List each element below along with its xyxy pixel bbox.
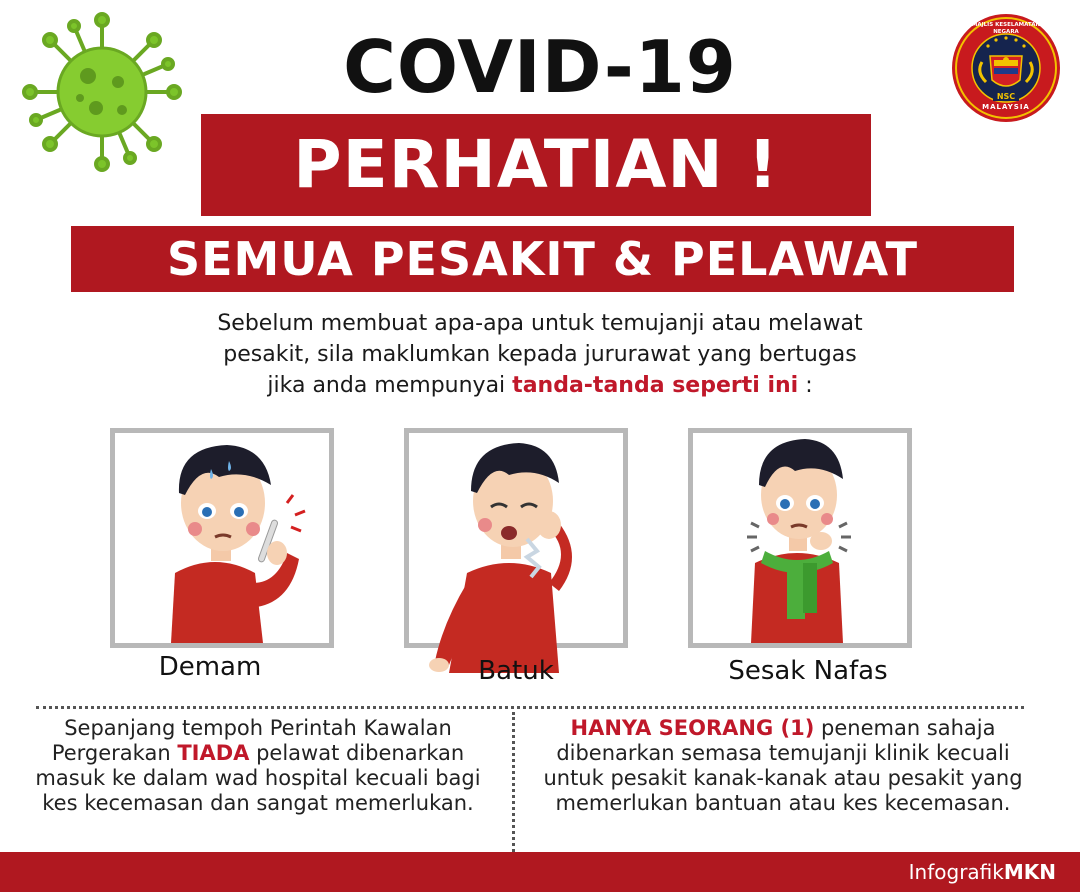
- seal-abbr: NSC: [996, 92, 1016, 101]
- seal-country: MALAYSIA: [982, 103, 1030, 111]
- footer-brand: [909, 860, 1056, 884]
- cough-illustration-icon: [409, 433, 623, 673]
- symptom-card-cough: [404, 428, 628, 648]
- breath-illustration-icon: [693, 433, 907, 643]
- companion-rule-note: [528, 716, 1038, 816]
- note-left-part1: Sepanjang tempoh Perintah Kawalan Pergerakan: [51, 716, 452, 765]
- section-divider: [36, 706, 1024, 709]
- seal-arc-text: MAJLIS KESELAMATAN NEGARA: [971, 22, 1041, 35]
- note-left-part2: pelawat dibenarkan masuk ke dalam wad hospital kecuali bagi kes kecemasan dan sangat memerlukan.: [35, 741, 481, 815]
- symptom-label-cough: Batuk: [478, 656, 554, 686]
- note-left-highlight: TIADA: [177, 741, 250, 765]
- intro-line-3-after: :: [798, 373, 813, 398]
- intro-line-1: Sebelum membuat apa-apa untuk temujanji atau melawat: [217, 311, 863, 336]
- footer-brand-prefix: Infografik: [908, 860, 1004, 884]
- intro-text: [90, 308, 990, 401]
- intro-line-3-before: jika anda mempunyai: [267, 373, 513, 398]
- intro-highlight: tanda-tanda seperti ini: [512, 373, 799, 398]
- symptom-label-fever: Demam: [158, 652, 262, 682]
- attention-banner: PERHATIAN !: [201, 114, 871, 216]
- intro-line-2: pesakit, sila maklumkan kepada jururawat yang bertugas: [223, 342, 857, 367]
- fever-illustration-icon: [115, 433, 329, 643]
- column-divider: [512, 712, 515, 852]
- footer-bar: [0, 852, 1080, 892]
- symptom-card-fever: [110, 428, 334, 648]
- intro-line-3: [90, 370, 990, 401]
- symptom-label-breath: Sesak Nafas: [728, 656, 888, 686]
- symptom-card-breath: [688, 428, 912, 648]
- note-right-part2: peneman sahaja dibenarkan semasa temujanji klinik kecuali untuk pesakit kanak-kanak atau pesakit yang memerlukan bantuan atau kes kecemasan.: [543, 716, 1023, 815]
- visitor-restriction-note: [18, 716, 498, 816]
- page-title: COVID-19: [343, 25, 737, 109]
- footer-brand-suffix: MKN: [1003, 860, 1056, 884]
- audience-banner: SEMUA PESAKIT & PELAWAT: [71, 226, 1014, 292]
- note-right-highlight: HANYA SEORANG (1): [570, 716, 815, 740]
